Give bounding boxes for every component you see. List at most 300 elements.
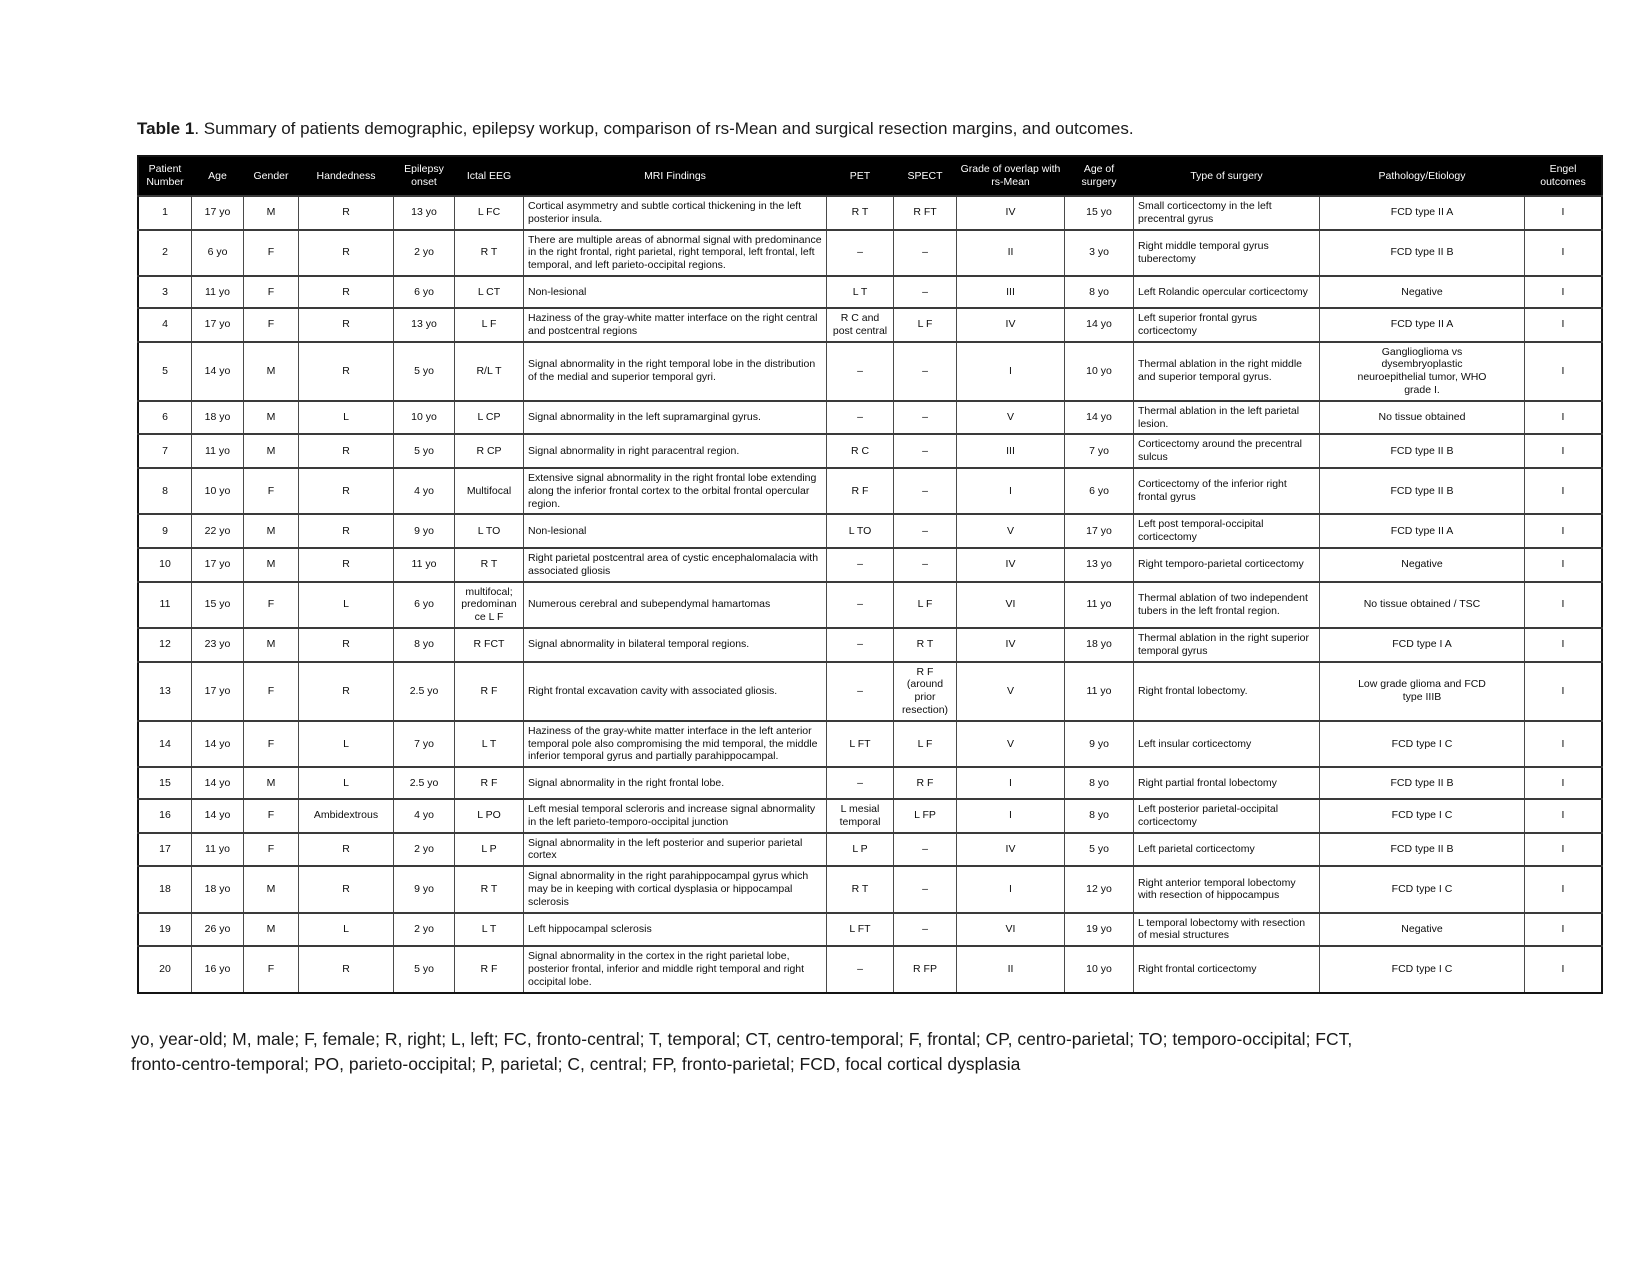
- cell-pathology-etiology: Low grade glioma and FCD type IIIB: [1320, 662, 1525, 721]
- cell-grade-of-overlap: II: [957, 946, 1065, 992]
- cell-ictal-eeg: L TO: [455, 514, 524, 548]
- cell-pet: –: [827, 628, 894, 662]
- cell-patient-number: 12: [138, 628, 192, 662]
- cell-age: 17 yo: [192, 662, 244, 721]
- header-row: [138, 156, 1602, 196]
- cell-handedness: R: [299, 196, 394, 230]
- cell-grade-of-overlap: VI: [957, 913, 1065, 947]
- cell-ictal-eeg: R CP: [455, 434, 524, 468]
- cell-spect: –: [894, 913, 957, 947]
- cell-age-of-surgery: 19 yo: [1065, 913, 1134, 947]
- cell-handedness: R: [299, 230, 394, 276]
- cell-age: 23 yo: [192, 628, 244, 662]
- cell-age-of-surgery: 8 yo: [1065, 767, 1134, 799]
- cell-age: 11 yo: [192, 833, 244, 867]
- cell-pathology-etiology: FCD type I A: [1320, 628, 1525, 662]
- cell-handedness: R: [299, 514, 394, 548]
- patient-row-6: [138, 401, 1602, 435]
- cell-age: 22 yo: [192, 514, 244, 548]
- cell-age: 17 yo: [192, 308, 244, 342]
- cell-grade-of-overlap: IV: [957, 628, 1065, 662]
- cell-age: 14 yo: [192, 767, 244, 799]
- cell-ictal-eeg: R/L T: [455, 342, 524, 401]
- cell-age-of-surgery: 17 yo: [1065, 514, 1134, 548]
- cell-age-of-surgery: 8 yo: [1065, 276, 1134, 308]
- cell-mri-findings: There are multiple areas of abnormal signal with predominance in the right frontal, right parietal, right temporal, left frontal, left temporal, and left parieto-occipital regions.: [524, 230, 827, 276]
- cell-age: 16 yo: [192, 946, 244, 992]
- column-header-ictal-eeg: Ictal EEG: [455, 156, 524, 196]
- cell-epilepsy-onset: 13 yo: [394, 196, 455, 230]
- cell-epilepsy-onset: 5 yo: [394, 946, 455, 992]
- cell-age-of-surgery: 6 yo: [1065, 468, 1134, 514]
- cell-ictal-eeg: L T: [455, 913, 524, 947]
- cell-pathology-etiology: FCD type I C: [1320, 721, 1525, 767]
- cell-mri-findings: Non-lesional: [524, 514, 827, 548]
- cell-pathology-etiology: FCD type II A: [1320, 308, 1525, 342]
- column-header-handedness: Handedness: [299, 156, 394, 196]
- patient-row-14: [138, 721, 1602, 767]
- cell-patient-number: 19: [138, 913, 192, 947]
- cell-mri-findings: Right parietal postcentral area of cystic encephalomalacia with associated gliosis: [524, 548, 827, 582]
- cell-engel-outcome: I: [1525, 913, 1603, 947]
- cell-spect: –: [894, 342, 957, 401]
- cell-pet: R T: [827, 866, 894, 912]
- patient-row-1: [138, 196, 1602, 230]
- cell-gender: M: [244, 401, 299, 435]
- cell-patient-number: 5: [138, 342, 192, 401]
- cell-age-of-surgery: 18 yo: [1065, 628, 1134, 662]
- cell-type-of-surgery: Left post temporal-occipital corticectomy: [1134, 514, 1320, 548]
- cell-pathology-etiology: FCD type I C: [1320, 799, 1525, 833]
- cell-ictal-eeg: R T: [455, 548, 524, 582]
- cell-spect: L F: [894, 721, 957, 767]
- cell-pathology-etiology: FCD type II B: [1320, 230, 1525, 276]
- cell-handedness: R: [299, 434, 394, 468]
- cell-engel-outcome: I: [1525, 468, 1603, 514]
- column-header-type-of-surgery: Type of surgery: [1134, 156, 1320, 196]
- cell-gender: F: [244, 276, 299, 308]
- cell-handedness: R: [299, 308, 394, 342]
- cell-pathology-etiology: Negative: [1320, 276, 1525, 308]
- cell-gender: F: [244, 946, 299, 992]
- cell-engel-outcome: I: [1525, 833, 1603, 867]
- cell-grade-of-overlap: V: [957, 401, 1065, 435]
- cell-age: 6 yo: [192, 230, 244, 276]
- table-title: [137, 119, 1134, 139]
- cell-grade-of-overlap: V: [957, 662, 1065, 721]
- cell-engel-outcome: I: [1525, 434, 1603, 468]
- cell-gender: M: [244, 514, 299, 548]
- patient-row-13: [138, 662, 1602, 721]
- cell-handedness: R: [299, 628, 394, 662]
- column-header-gender: Gender: [244, 156, 299, 196]
- cell-gender: M: [244, 628, 299, 662]
- patient-row-4: [138, 308, 1602, 342]
- cell-pet: –: [827, 401, 894, 435]
- cell-epilepsy-onset: 9 yo: [394, 514, 455, 548]
- cell-mri-findings: Haziness of the gray-white matter interface in the left anterior temporal pole also compromising the mid temporal, the middle inferior temporal gyrus and partially parahippocampal.: [524, 721, 827, 767]
- cell-pet: L mesial temporal: [827, 799, 894, 833]
- cell-type-of-surgery: Left insular corticectomy: [1134, 721, 1320, 767]
- cell-age: 10 yo: [192, 468, 244, 514]
- cell-engel-outcome: I: [1525, 662, 1603, 721]
- footnote-line-1: yo, year-old; M, male; F, female; R, right; L, left; FC, fronto-central; T, temporal; CT, centro-temporal; F, frontal; CP, centro-parietal; TO; temporo-occipital; FCT,: [131, 1029, 1353, 1049]
- cell-type-of-surgery: Thermal ablation in the right middle and superior temporal gyrus.: [1134, 342, 1320, 401]
- cell-epilepsy-onset: 11 yo: [394, 548, 455, 582]
- cell-patient-number: 6: [138, 401, 192, 435]
- cell-patient-number: 18: [138, 866, 192, 912]
- cell-type-of-surgery: Left parietal corticectomy: [1134, 833, 1320, 867]
- cell-epilepsy-onset: 5 yo: [394, 342, 455, 401]
- cell-handedness: R: [299, 946, 394, 992]
- column-header-mri-findings: MRI Findings: [524, 156, 827, 196]
- cell-gender: M: [244, 342, 299, 401]
- cell-pet: R C and post central: [827, 308, 894, 342]
- cell-type-of-surgery: L temporal lobectomy with resection of mesial structures: [1134, 913, 1320, 947]
- cell-type-of-surgery: Corticectomy around the precentral sulcus: [1134, 434, 1320, 468]
- cell-pathology-etiology: FCD type II A: [1320, 196, 1525, 230]
- cell-type-of-surgery: Right anterior temporal lobectomy with resection of hippocampus: [1134, 866, 1320, 912]
- column-header-grade-of-overlap: Grade of overlap with rs-Mean: [957, 156, 1065, 196]
- cell-handedness: L: [299, 401, 394, 435]
- cell-mri-findings: Extensive signal abnormality in the right frontal lobe extending along the inferior frontal cortex to the orbital frontal opercular region.: [524, 468, 827, 514]
- cell-grade-of-overlap: IV: [957, 548, 1065, 582]
- cell-pathology-etiology: No tissue obtained / TSC: [1320, 582, 1525, 628]
- cell-gender: F: [244, 833, 299, 867]
- cell-spect: –: [894, 276, 957, 308]
- patient-row-17: [138, 833, 1602, 867]
- cell-engel-outcome: I: [1525, 514, 1603, 548]
- cell-engel-outcome: I: [1525, 276, 1603, 308]
- cell-patient-number: 13: [138, 662, 192, 721]
- cell-pet: –: [827, 548, 894, 582]
- cell-engel-outcome: I: [1525, 799, 1603, 833]
- cell-engel-outcome: I: [1525, 946, 1603, 992]
- patients-table-header: [138, 156, 1602, 196]
- cell-pet: L FT: [827, 721, 894, 767]
- cell-age: 11 yo: [192, 276, 244, 308]
- cell-pet: –: [827, 662, 894, 721]
- cell-epilepsy-onset: 2.5 yo: [394, 662, 455, 721]
- cell-epilepsy-onset: 2 yo: [394, 833, 455, 867]
- cell-handedness: L: [299, 721, 394, 767]
- cell-epilepsy-onset: 13 yo: [394, 308, 455, 342]
- cell-mri-findings: Left mesial temporal scleroris and increase signal abnormality in the left parieto-temporo-occipital junction: [524, 799, 827, 833]
- cell-ictal-eeg: R F: [455, 946, 524, 992]
- cell-grade-of-overlap: I: [957, 767, 1065, 799]
- cell-handedness: R: [299, 468, 394, 514]
- cell-grade-of-overlap: IV: [957, 833, 1065, 867]
- cell-mri-findings: Haziness of the gray-white matter interface on the right central and postcentral regions: [524, 308, 827, 342]
- cell-handedness: L: [299, 913, 394, 947]
- patient-row-20: [138, 946, 1602, 992]
- column-header-patient-number: Patient Number: [138, 156, 192, 196]
- cell-handedness: R: [299, 662, 394, 721]
- cell-epilepsy-onset: 6 yo: [394, 582, 455, 628]
- cell-pathology-etiology: Negative: [1320, 913, 1525, 947]
- patient-row-7: [138, 434, 1602, 468]
- cell-pathology-etiology: FCD type I C: [1320, 866, 1525, 912]
- cell-pathology-etiology: FCD type II B: [1320, 468, 1525, 514]
- cell-type-of-surgery: Right middle temporal gyrus tuberectomy: [1134, 230, 1320, 276]
- cell-grade-of-overlap: V: [957, 721, 1065, 767]
- cell-type-of-surgery: Left Rolandic opercular corticectomy: [1134, 276, 1320, 308]
- cell-type-of-surgery: Right frontal lobectomy.: [1134, 662, 1320, 721]
- cell-handedness: L: [299, 767, 394, 799]
- cell-epilepsy-onset: 7 yo: [394, 721, 455, 767]
- column-header-age: Age: [192, 156, 244, 196]
- cell-mri-findings: Right frontal excavation cavity with associated gliosis.: [524, 662, 827, 721]
- cell-mri-findings: Left hippocampal sclerosis: [524, 913, 827, 947]
- cell-gender: M: [244, 913, 299, 947]
- cell-pet: R C: [827, 434, 894, 468]
- patient-row-9: [138, 514, 1602, 548]
- cell-epilepsy-onset: 2 yo: [394, 913, 455, 947]
- cell-gender: F: [244, 308, 299, 342]
- footnote-line-2: fronto-centro-temporal; PO, parieto-occipital; P, parietal; C, central; FP, fronto-parietal; FCD, focal cortical dysplasia: [131, 1054, 1021, 1074]
- cell-age-of-surgery: 9 yo: [1065, 721, 1134, 767]
- cell-engel-outcome: I: [1525, 230, 1603, 276]
- cell-type-of-surgery: Left superior frontal gyrus corticectomy: [1134, 308, 1320, 342]
- cell-engel-outcome: I: [1525, 582, 1603, 628]
- cell-patient-number: 15: [138, 767, 192, 799]
- patient-row-12: [138, 628, 1602, 662]
- cell-gender: M: [244, 196, 299, 230]
- cell-engel-outcome: I: [1525, 628, 1603, 662]
- cell-patient-number: 16: [138, 799, 192, 833]
- cell-pathology-etiology: FCD type II B: [1320, 767, 1525, 799]
- patient-row-2: [138, 230, 1602, 276]
- cell-gender: F: [244, 468, 299, 514]
- cell-ictal-eeg: R FCT: [455, 628, 524, 662]
- cell-gender: F: [244, 230, 299, 276]
- cell-pathology-etiology: FCD type I C: [1320, 946, 1525, 992]
- cell-handedness: R: [299, 866, 394, 912]
- cell-type-of-surgery: Left posterior parietal-occipital corticectomy: [1134, 799, 1320, 833]
- cell-mri-findings: Signal abnormality in the right parahippocampal gyrus which may be in keeping with cortical dysplasia or hippocampal sclerosis: [524, 866, 827, 912]
- cell-handedness: R: [299, 833, 394, 867]
- cell-pet: L T: [827, 276, 894, 308]
- cell-age-of-surgery: 11 yo: [1065, 662, 1134, 721]
- cell-age: 18 yo: [192, 401, 244, 435]
- cell-pathology-etiology: FCD type II B: [1320, 833, 1525, 867]
- cell-age-of-surgery: 15 yo: [1065, 196, 1134, 230]
- cell-engel-outcome: I: [1525, 342, 1603, 401]
- cell-pet: R F: [827, 468, 894, 514]
- cell-age: 18 yo: [192, 866, 244, 912]
- patient-row-19: [138, 913, 1602, 947]
- cell-age-of-surgery: 10 yo: [1065, 946, 1134, 992]
- cell-grade-of-overlap: I: [957, 799, 1065, 833]
- cell-age: 26 yo: [192, 913, 244, 947]
- cell-gender: M: [244, 548, 299, 582]
- cell-age: 11 yo: [192, 434, 244, 468]
- cell-engel-outcome: I: [1525, 401, 1603, 435]
- cell-engel-outcome: I: [1525, 866, 1603, 912]
- cell-epilepsy-onset: 10 yo: [394, 401, 455, 435]
- cell-handedness: L: [299, 582, 394, 628]
- cell-ictal-eeg: L FC: [455, 196, 524, 230]
- cell-pathology-etiology: No tissue obtained: [1320, 401, 1525, 435]
- cell-spect: –: [894, 548, 957, 582]
- patient-row-3: [138, 276, 1602, 308]
- patient-row-18: [138, 866, 1602, 912]
- cell-pathology-etiology: Negative: [1320, 548, 1525, 582]
- cell-ictal-eeg: L T: [455, 721, 524, 767]
- cell-mri-findings: Signal abnormality in the cortex in the right parietal lobe, posterior frontal, inferior and middle right temporal and right occipital lobe.: [524, 946, 827, 992]
- column-header-pathology-etiology: Pathology/Etiology: [1320, 156, 1525, 196]
- cell-patient-number: 2: [138, 230, 192, 276]
- cell-epilepsy-onset: 4 yo: [394, 468, 455, 514]
- cell-handedness: R: [299, 342, 394, 401]
- cell-ictal-eeg: Multifocal: [455, 468, 524, 514]
- cell-age-of-surgery: 14 yo: [1065, 401, 1134, 435]
- cell-patient-number: 4: [138, 308, 192, 342]
- cell-engel-outcome: I: [1525, 767, 1603, 799]
- cell-ictal-eeg: R T: [455, 230, 524, 276]
- cell-age-of-surgery: 12 yo: [1065, 866, 1134, 912]
- cell-grade-of-overlap: IV: [957, 196, 1065, 230]
- cell-ictal-eeg: L CT: [455, 276, 524, 308]
- cell-grade-of-overlap: VI: [957, 582, 1065, 628]
- cell-mri-findings: Signal abnormality in the left posterior and superior parietal cortex: [524, 833, 827, 867]
- cell-ictal-eeg: L P: [455, 833, 524, 867]
- cell-patient-number: 1: [138, 196, 192, 230]
- cell-pet: –: [827, 342, 894, 401]
- cell-mri-findings: Signal abnormality in right paracentral region.: [524, 434, 827, 468]
- cell-pathology-etiology: Ganglioglioma vs dysembryoplastic neuroepithelial tumor, WHO grade I.: [1320, 342, 1525, 401]
- cell-age: 17 yo: [192, 196, 244, 230]
- cell-mri-findings: Signal abnormality in the right temporal lobe in the distribution of the medial and superior temporal gyri.: [524, 342, 827, 401]
- column-header-epilepsy-onset: Epilepsy onset: [394, 156, 455, 196]
- cell-gender: F: [244, 582, 299, 628]
- cell-gender: M: [244, 866, 299, 912]
- cell-patient-number: 8: [138, 468, 192, 514]
- patient-row-10: [138, 548, 1602, 582]
- cell-patient-number: 20: [138, 946, 192, 992]
- cell-age-of-surgery: 8 yo: [1065, 799, 1134, 833]
- cell-type-of-surgery: Thermal ablation in the right superior temporal gyrus: [1134, 628, 1320, 662]
- cell-epilepsy-onset: 8 yo: [394, 628, 455, 662]
- cell-mri-findings: Signal abnormality in the right frontal lobe.: [524, 767, 827, 799]
- cell-age: 14 yo: [192, 799, 244, 833]
- cell-ictal-eeg: L F: [455, 308, 524, 342]
- patients-table: [137, 155, 1603, 994]
- cell-grade-of-overlap: III: [957, 276, 1065, 308]
- cell-engel-outcome: I: [1525, 196, 1603, 230]
- cell-gender: F: [244, 799, 299, 833]
- cell-type-of-surgery: Corticectomy of the inferior right frontal gyrus: [1134, 468, 1320, 514]
- cell-grade-of-overlap: I: [957, 866, 1065, 912]
- cell-grade-of-overlap: I: [957, 468, 1065, 514]
- cell-patient-number: 10: [138, 548, 192, 582]
- cell-patient-number: 17: [138, 833, 192, 867]
- cell-spect: –: [894, 833, 957, 867]
- cell-age-of-surgery: 13 yo: [1065, 548, 1134, 582]
- cell-pet: L FT: [827, 913, 894, 947]
- cell-age: 17 yo: [192, 548, 244, 582]
- column-header-pet: PET: [827, 156, 894, 196]
- cell-pathology-etiology: FCD type II B: [1320, 434, 1525, 468]
- cell-gender: F: [244, 662, 299, 721]
- cell-spect: L F: [894, 308, 957, 342]
- cell-age: 15 yo: [192, 582, 244, 628]
- cell-patient-number: 3: [138, 276, 192, 308]
- cell-ictal-eeg: R T: [455, 866, 524, 912]
- cell-patient-number: 14: [138, 721, 192, 767]
- cell-patient-number: 11: [138, 582, 192, 628]
- cell-mri-findings: Cortical asymmetry and subtle cortical thickening in the left posterior insula.: [524, 196, 827, 230]
- cell-spect: –: [894, 401, 957, 435]
- cell-spect: L FP: [894, 799, 957, 833]
- cell-mri-findings: Non-lesional: [524, 276, 827, 308]
- cell-patient-number: 7: [138, 434, 192, 468]
- cell-age-of-surgery: 7 yo: [1065, 434, 1134, 468]
- cell-patient-number: 9: [138, 514, 192, 548]
- patient-row-16: [138, 799, 1602, 833]
- cell-spect: –: [894, 230, 957, 276]
- cell-pet: –: [827, 946, 894, 992]
- cell-age-of-surgery: 10 yo: [1065, 342, 1134, 401]
- cell-ictal-eeg: L CP: [455, 401, 524, 435]
- cell-age: 14 yo: [192, 721, 244, 767]
- cell-mri-findings: Signal abnormality in the left supramarginal gyrus.: [524, 401, 827, 435]
- abbreviations-footnote: [131, 1027, 1541, 1077]
- cell-mri-findings: Signal abnormality in bilateral temporal regions.: [524, 628, 827, 662]
- patient-row-8: [138, 468, 1602, 514]
- cell-type-of-surgery: Right partial frontal lobectomy: [1134, 767, 1320, 799]
- cell-spect: R T: [894, 628, 957, 662]
- cell-grade-of-overlap: IV: [957, 308, 1065, 342]
- table-title-text: . Summary of patients demographic, epilepsy workup, comparison of rs-Mean and surgical resection margins, and outcomes.: [194, 119, 1134, 138]
- cell-type-of-surgery: Thermal ablation in the left parietal lesion.: [1134, 401, 1320, 435]
- cell-spect: R F (around prior resection): [894, 662, 957, 721]
- cell-spect: –: [894, 866, 957, 912]
- cell-spect: R FP: [894, 946, 957, 992]
- cell-pet: L P: [827, 833, 894, 867]
- cell-pet: –: [827, 230, 894, 276]
- cell-pet: –: [827, 767, 894, 799]
- cell-grade-of-overlap: II: [957, 230, 1065, 276]
- cell-grade-of-overlap: III: [957, 434, 1065, 468]
- cell-grade-of-overlap: V: [957, 514, 1065, 548]
- cell-epilepsy-onset: 5 yo: [394, 434, 455, 468]
- cell-spect: –: [894, 468, 957, 514]
- cell-ictal-eeg: multifocal; predominance L F: [455, 582, 524, 628]
- cell-spect: –: [894, 514, 957, 548]
- cell-spect: –: [894, 434, 957, 468]
- cell-epilepsy-onset: 6 yo: [394, 276, 455, 308]
- cell-type-of-surgery: Right temporo-parietal corticectomy: [1134, 548, 1320, 582]
- cell-pet: –: [827, 582, 894, 628]
- cell-grade-of-overlap: I: [957, 342, 1065, 401]
- cell-age-of-surgery: 5 yo: [1065, 833, 1134, 867]
- column-header-age-of-surgery: Age of surgery: [1065, 156, 1134, 196]
- cell-engel-outcome: I: [1525, 308, 1603, 342]
- cell-age: 14 yo: [192, 342, 244, 401]
- cell-gender: M: [244, 434, 299, 468]
- cell-spect: L F: [894, 582, 957, 628]
- cell-type-of-surgery: Small corticectomy in the left precentral gyrus: [1134, 196, 1320, 230]
- cell-gender: M: [244, 767, 299, 799]
- cell-age-of-surgery: 11 yo: [1065, 582, 1134, 628]
- cell-handedness: R: [299, 276, 394, 308]
- cell-type-of-surgery: Thermal ablation of two independent tubers in the left frontal region.: [1134, 582, 1320, 628]
- cell-pathology-etiology: FCD type II A: [1320, 514, 1525, 548]
- patient-row-5: [138, 342, 1602, 401]
- cell-pet: R T: [827, 196, 894, 230]
- cell-epilepsy-onset: 2.5 yo: [394, 767, 455, 799]
